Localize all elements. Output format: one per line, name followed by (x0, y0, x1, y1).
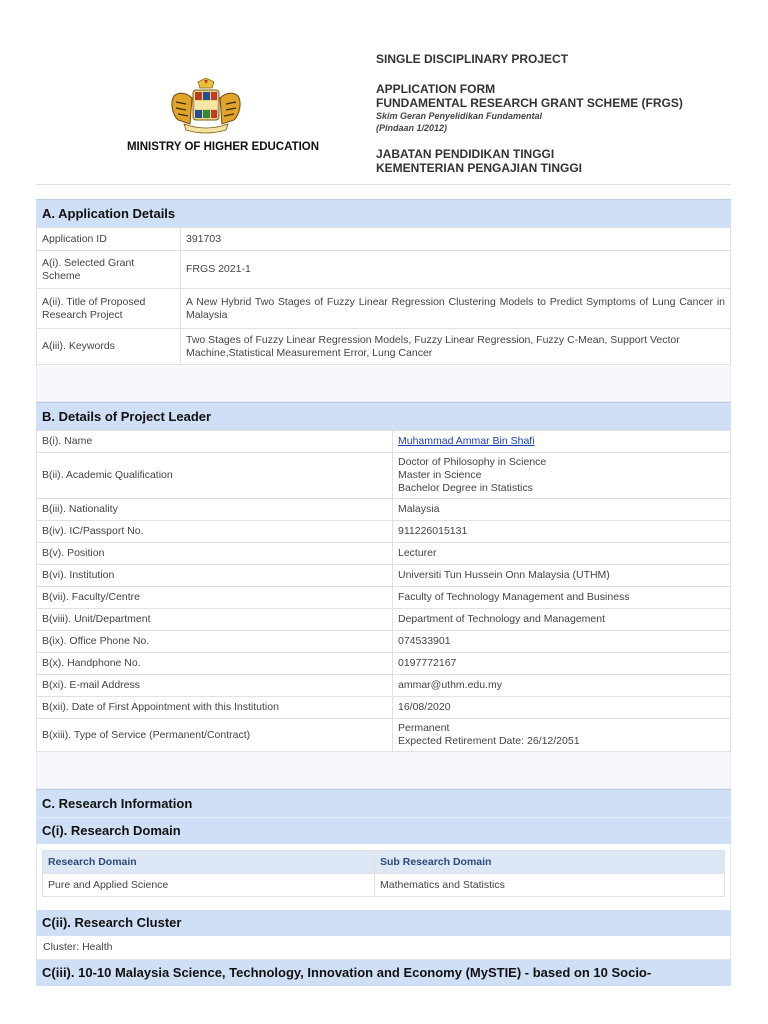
row-value: Universiti Tun Hussein Onn Malaysia (UTHM) (393, 565, 731, 587)
qualification-item: Bachelor Degree in Statistics (398, 482, 533, 494)
row-label: B(x). Handphone No. (37, 653, 393, 675)
project-type: SINGLE DISCIPLINARY PROJECT (376, 52, 569, 66)
form-title: APPLICATION FORM (376, 82, 496, 96)
row-label: B(ii). Academic Qualification (37, 453, 393, 499)
section-spacer (36, 752, 731, 789)
table-row (37, 653, 731, 675)
research-cluster-value: Cluster: Health (36, 936, 731, 960)
row-label: A(i). Selected Grant Scheme (37, 251, 181, 289)
header-divider (36, 184, 731, 185)
retirement-date: Expected Retirement Date: 26/12/2051 (398, 735, 580, 747)
row-value: 074533901 (393, 631, 731, 653)
coat-of-arms-icon (166, 78, 246, 138)
table-row (37, 251, 731, 289)
row-label: Application ID (37, 228, 181, 251)
ministry-malay: KEMENTERIAN PENGAJIAN TINGGI (376, 161, 583, 175)
form-page (36, 0, 731, 986)
department-malay: JABATAN PENDIDIKAN TINGGI (376, 147, 555, 161)
table-row (37, 543, 731, 565)
column-header: Research Domain (43, 851, 375, 874)
revision-note: (Pindaan 1/2012) (376, 123, 448, 133)
research-domain-title: C(i). Research Domain (36, 817, 731, 844)
research-cluster-title: C(ii). Research Cluster (36, 910, 731, 936)
row-label: B(i). Name (37, 431, 393, 453)
row-label: B(iv). IC/Passport No. (37, 521, 393, 543)
table-row (37, 675, 731, 697)
table-row (37, 631, 731, 653)
table-row (37, 609, 731, 631)
table-row (37, 228, 731, 251)
row-value: 0197772167 (393, 653, 731, 675)
research-domain-wrap (36, 844, 731, 902)
row-value: 911226015131 (393, 521, 731, 543)
section-spacer (36, 365, 731, 402)
row-label: B(v). Position (37, 543, 393, 565)
row-label: B(iii). Nationality (37, 499, 393, 521)
row-label: B(xiii). Type of Service (Permanent/Contract) (37, 719, 393, 752)
research-domain-value: Pure and Applied Science (43, 874, 375, 897)
row-value: Department of Technology and Management (393, 609, 731, 631)
table-row (37, 719, 731, 752)
form-header (36, 0, 731, 185)
project-leader-name-link[interactable]: Muhammad Ammar Bin Shafi (398, 435, 535, 447)
row-value: ammar@uthm.edu.my (393, 675, 731, 697)
header-text-block (376, 52, 736, 175)
row-value: 391703 (181, 228, 731, 251)
sub-research-domain-value: Mathematics and Statistics (375, 874, 725, 897)
mystie-title: C(iii). 10-10 Malaysia Science, Technology, Innovation and Economy (MySTIE) - based on 10 Socio- (36, 960, 731, 986)
row-value: Malaysia (393, 499, 731, 521)
section-a-title: A. Application Details (36, 199, 731, 227)
row-label: B(vi). Institution (37, 565, 393, 587)
row-label: B(viii). Unit/Department (37, 609, 393, 631)
row-label: B(xii). Date of First Appointment with this Institution (37, 697, 393, 719)
row-value: Lecturer (393, 543, 731, 565)
section-c-title: C. Research Information (36, 789, 731, 817)
row-label: A(ii). Title of Proposed Research Project (37, 289, 181, 329)
table-header-row (43, 851, 725, 874)
row-value: Two Stages of Fuzzy Linear Regression Models, Fuzzy Linear Regression, Fuzzy C-Mean, Support Vector Machine,Statistical Measurement Error, Lung Cancer (181, 329, 731, 365)
row-value: 16/08/2020 (393, 697, 731, 719)
scheme-title: FUNDAMENTAL RESEARCH GRANT SCHEME (FRGS) (376, 96, 683, 110)
table-row (37, 565, 731, 587)
table-row (37, 431, 731, 453)
section-b-title: B. Details of Project Leader (36, 402, 731, 430)
row-value: A New Hybrid Two Stages of Fuzzy Linear Regression Clustering Models to Predict Symptoms of Lung Cancer in Malaysia (181, 289, 731, 329)
table-row (37, 289, 731, 329)
row-value: Faculty of Technology Management and Business (393, 587, 731, 609)
table-row (37, 453, 731, 499)
qualification-item: Doctor of Philosophy in Science (398, 456, 547, 468)
qualification-item: Master in Science (398, 469, 482, 481)
scheme-malay: Skim Geran Penyelidikan Fundamental (376, 111, 543, 121)
application-details-table (36, 227, 731, 365)
table-row (37, 521, 731, 543)
table-row (37, 697, 731, 719)
project-leader-table (36, 430, 731, 752)
table-row (37, 587, 731, 609)
row-value (393, 431, 731, 453)
table-row (43, 874, 725, 897)
row-value: FRGS 2021-1 (181, 251, 731, 289)
research-domain-table (42, 850, 725, 897)
service-type: Permanent (398, 722, 450, 734)
row-label: A(iii). Keywords (37, 329, 181, 365)
row-label: B(vii). Faculty/Centre (37, 587, 393, 609)
ministry-name: MINISTRY OF HIGHER EDUCATION (126, 141, 320, 153)
table-row (37, 329, 731, 365)
row-label: B(xi). E-mail Address (37, 675, 393, 697)
table-row (37, 499, 731, 521)
row-value (393, 719, 731, 752)
row-label: B(ix). Office Phone No. (37, 631, 393, 653)
row-value (393, 453, 731, 499)
column-header: Sub Research Domain (375, 851, 725, 874)
